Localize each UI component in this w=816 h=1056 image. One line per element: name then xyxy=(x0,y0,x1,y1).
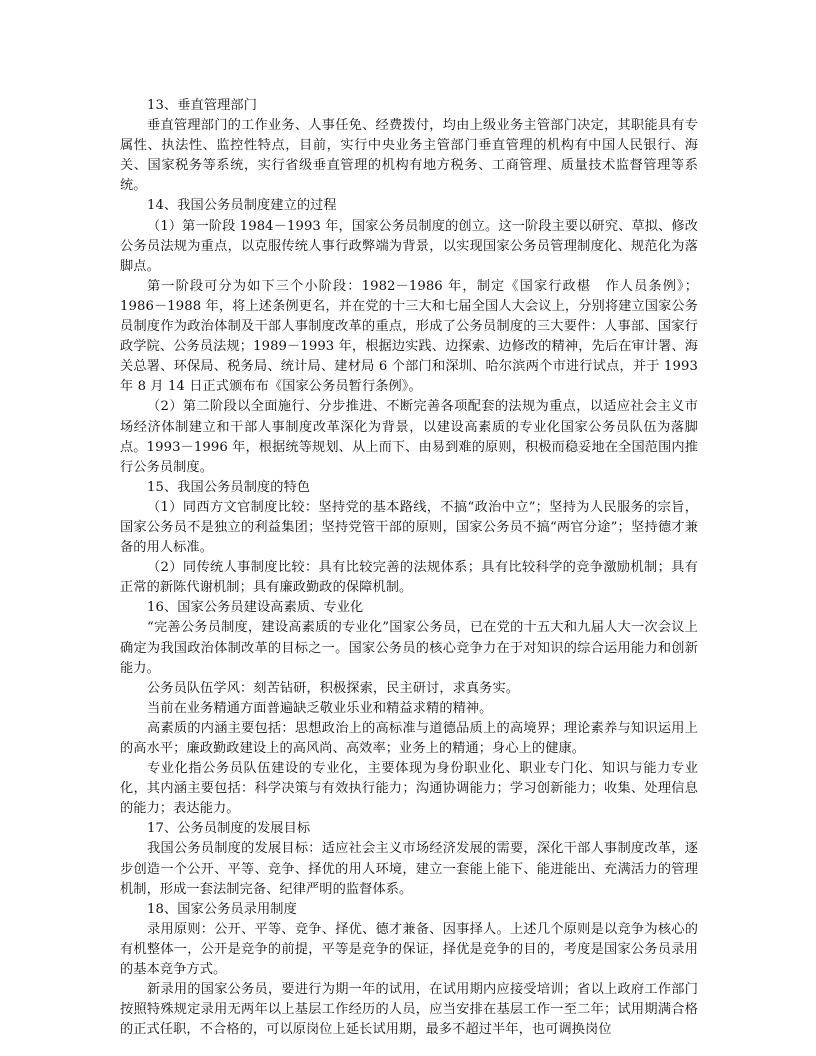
section-heading-17: 17、公务员制度的发展目标 xyxy=(147,821,311,837)
section-heading-13: 13、垂直管理部门 xyxy=(147,98,257,113)
paragraph: 公务员队伍学风：刻苦钻研，积极探索，民主研讨，求真务实。 xyxy=(147,680,520,696)
paragraph: （2）同传统人事制度比较：具有比较完善的法规体系；具有比较科学的竞争激励机制；具有正常的新陈代谢机制；具有廉政勤政的保障机制。 xyxy=(120,560,698,596)
section-heading-16: 16、国家公务员建设高素质、专业化 xyxy=(147,600,364,616)
paragraph: 新录用的国家公务员，要进行为期一年的试用，在试用期内应接受培训；省以上政府工作部门按照特殊规定录用无两年以上基层工作经历的人员，应当安排在基层工作一至二年；试用期满合格的正式任职，不合格的，可以原岗位上延长试用期，最多不超过半年，也可调换岗位 xyxy=(120,982,698,1038)
paragraph: 高素质的内涵主要包括：思想政治上的高标准与道德品质上的高境界；理论素养与知识运用上的高水平；廉政勤政建设上的高风尚、高效率；业务上的精通；身心上的健康。 xyxy=(120,720,698,756)
paragraph: 我国公务员制度的发展目标：适应社会主义市场经济发展的需要，深化干部人事制度改革，逐步创造一个公开、平等、竞争、择优的用人环境，建立一套能上能下、能进能出、充满活力的管理机制，形成一套法制完备、纪律严明的监督体系。 xyxy=(120,841,698,897)
section-heading-14: 14、我国公务员制度建立的过程 xyxy=(147,198,337,214)
paragraph: “完善公务员制度，建设高素质的专业化”国家公务员，已在党的十五大和九届人大一次会议上确定为我国政治体制改革的目标之一。国家公务员的核心竞争力在于对知识的综合运用能力和创新能力。 xyxy=(120,620,698,676)
section-heading-18: 18、国家公务员录用制度 xyxy=(147,901,297,917)
paragraph: 垂直管理部门的工作业务、人事任免、经费拨付，均由上级业务主管部门决定，其职能具有专属性、执法性、监控性特点，目前，实行中央业务主管部门垂直管理的机构有中国人民银行、海关、国家税务等系统，实行省级垂直管理的机构有地方税务、工商管理、质量技术监督管理等系统。 xyxy=(120,118,698,194)
paragraph: 第一阶段可分为如下三个小阶段：1982－1986 年，制定《国家行政椹 作人员条例》；1986－1988 年，将上述条例更名，并在党的十三大和七届全国人大会议上，分别将建立国家公务员制度作为政治体制及干部人事制度改革的重点，形成了公务员制度的三大要件：人事部、国家行政学院、公务员法规；1989－1993 年，根据边实践、边探索、边修改的精神，先后在审计署、海关总署、环保局、税务局、统计局、建材局 6 个部门和深圳、哈尔滨两个市进行试点，并于 1993 年 8 月 14 日正式颁布布《国家公务员暂行条例》。 xyxy=(120,278,698,395)
paragraph: （1）同西方文官制度比较：坚持党的基本路线，不搞“政治中立”；坚持为人民服务的宗旨，国家公务员不是独立的利益集团；坚持党管干部的原则，国家公务员不搞“两官分途”；坚持德才兼备的用人标准。 xyxy=(120,499,698,556)
paragraph: （1）第一阶段 1984－1993 年，国家公务员制度的创立。这一阶段主要以研究、草拟、修改公务员法规为重点，以克服传统人事行政弊端为背景，以实现国家公务员管理制度化、规范化为落脚点。 xyxy=(120,218,698,274)
paragraph: （2）第二阶段以全面施行、分步推进、不断完善各项配套的法规为重点，以适应社会主义市场经济体制建立和干部人事制度改革深化为背景，以建设高素质的专业化国家公务员队伍为落脚点。1993－1996 年，根据统等规划、从上而下、由易到难的原则，积极而稳妥地在全国范围内推行公务员制度。 xyxy=(120,399,698,475)
section-heading-15: 15、我国公务员制度的特色 xyxy=(147,479,311,495)
paragraph: 当前在业务精通方面普遍缺乏敬业乐业和精益求精的精神。 xyxy=(147,700,493,716)
paragraph: 专业化指公务员队伍建设的专业化，主要体现为身份职业化、职业专门化、知识与能力专业化，其内涵主要包括：科学决策与有效执行能力；沟通协调能力；学习创新能力；收集、处理信息的能力；表达能力。 xyxy=(120,761,698,817)
document-body xyxy=(120,96,698,1040)
paragraph: 录用原则：公开、平等、竞争、择优、德才兼备、因事择人。上述几个原则是以竞争为核心的有机整体一，公开是竞争的前提，平等是竞争的保证，择优是竞争的目的，考度是国家公务员录用的基本竞争方式。 xyxy=(120,921,698,978)
